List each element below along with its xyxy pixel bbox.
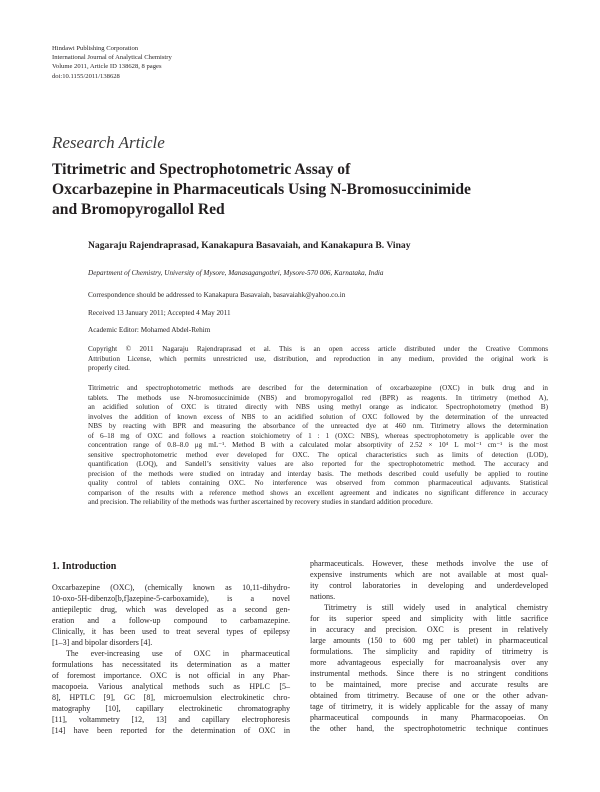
correspondence: Correspondence should be addressed to Kanakapura Basavaiah, basavaiahk@yahoo.co.in bbox=[88, 291, 346, 299]
body-text-line: pharmaceuticals. However, these methods involve the use of bbox=[310, 559, 548, 568]
journal-name: International Journal of Analytical Chemistry bbox=[52, 54, 172, 62]
copyright-line: Copyright © 2011 Nagaraju Rajendraprasad et al. This is an open access article distributed under the Creative Commons bbox=[88, 345, 548, 353]
journal-header bbox=[52, 44, 172, 81]
abstract-line: sensitive spectrophotometric method ever developed for OXC. The optical characteristics such as limits of detection (LOD), bbox=[88, 450, 548, 459]
body-text-line: large amounts (150 to 600 mg per tablet) in pharmaceutical bbox=[310, 636, 548, 645]
left-column bbox=[52, 582, 290, 736]
copyright-notice bbox=[88, 345, 548, 374]
body-text-line: the other hand, the spectrophotometric technique continues bbox=[310, 724, 548, 733]
body-text-line: in accuracy and precision. OXC is present in relatively bbox=[310, 625, 548, 634]
body-text-line: The ever-increasing use of OXC in pharmaceutical bbox=[66, 649, 290, 658]
title-line: and Bromopyrogallol Red bbox=[52, 201, 225, 218]
right-column bbox=[310, 558, 548, 734]
abstract-line: NBS by reacting with BPR and measuring the absorbance of the unreacted dye at 460 nm. Titrimetry allows the determination bbox=[88, 422, 548, 430]
body-text-line: formulations has necessitated its determination as a matter bbox=[52, 660, 290, 669]
abstract-line: and precision. The reliability of the methods was further ascertained by recovery studies in standard addition procedure. bbox=[88, 498, 433, 506]
body-text-line: 8], HPTLC [9], GC [8], microemulsion electrokinetic chro- bbox=[52, 693, 290, 702]
body-text-line: Titrimetry is still widely used in analytical chemistry bbox=[324, 603, 548, 612]
body-text-line: Oxcarbazepine (OXC), (chemically known as 10,11-dihydro- bbox=[52, 583, 290, 592]
body-text-line: more advantageous especially for macroanalysis over any bbox=[310, 658, 548, 667]
body-text-line: ity control laboratories in developing and underdeveloped bbox=[310, 581, 548, 590]
copyright-line: Attribution License, which permits unrestricted use, distribution, and reproduction in any medium, provided the original work is bbox=[88, 354, 548, 363]
body-text-line: expensive instruments which are not available at most qual- bbox=[310, 570, 548, 579]
abstract-line: tablets. The methods use N-bromosuccinimide (NBS) and bromopyrogallol red (BPR) as reagents. In titrimetry (method A), bbox=[88, 393, 548, 402]
paper-title bbox=[52, 160, 572, 220]
abstract-line: quality control of tablets containing OXC. No interference was observed from common pharmaceutical adjuvants. Statistical bbox=[88, 479, 548, 487]
volume-info: Volume 2011, Article ID 138628, 8 pages bbox=[52, 63, 162, 71]
abstract-line: comparison of the results with a reference method shows an excellent agreement and indicates no significant difference in accuracy bbox=[88, 488, 548, 497]
body-text-line: Clinically, it has been used to treat several types of epilepsy bbox=[52, 627, 290, 636]
body-text-line: eration and a follow-up compound to carbamazepine. bbox=[52, 616, 290, 625]
abstract-line: precision of the methods were studied on intraday and interday basis. The methods described could usefully be applied to routine bbox=[88, 469, 548, 478]
body-text-line: nations. bbox=[310, 592, 336, 601]
body-text-line: 10-oxo-5H-dibenzo[b,f]azepine-5-carboxamide), is a novel bbox=[52, 594, 290, 603]
body-text-line: [1–3] and bipolar disorders [4]. bbox=[52, 638, 153, 647]
doi[interactable]: doi:10.1155/2011/138628 bbox=[52, 72, 120, 80]
abstract-line: quantification (LOQ), and Sandell’s sensitivity values are also reported for the spectrophotometric method. The accuracy and bbox=[88, 460, 548, 468]
abstract-line: an acidified solution of OXC is titrated directly with NBS using methyl orange as indicator. Spectrophotometry (method B) bbox=[88, 403, 548, 411]
body-text-line: obtained from titrimetry. Because of one or the other advan- bbox=[310, 691, 548, 700]
body-text-line: of foremost importance. OXC is not official in any Phar- bbox=[52, 671, 290, 680]
publisher-name: Hindawi Publishing Corporation bbox=[52, 45, 139, 52]
body-text-line: to be maintained, more precise and accurate results are bbox=[310, 680, 548, 689]
section-heading-introduction: 1. Introduction bbox=[52, 561, 117, 572]
affiliation: Department of Chemistry, University of Mysore, Manasagangothri, Mysore-570 006, Karnataka, India bbox=[88, 269, 384, 277]
body-text-line: pharmaceutical compounds in many Pharmacopoeias. On bbox=[310, 713, 548, 722]
abstract bbox=[88, 384, 548, 508]
body-text-line: instrumental methods. Since there is no stringent conditions bbox=[310, 669, 548, 678]
body-text-line: matography [10], capillary electrokinetic chromatography bbox=[52, 704, 290, 713]
abstract-line: Titrimetric and spectrophotometric methods are described for the determination of oxcarbazepine (OXC) in bulk drug and in bbox=[88, 384, 548, 392]
body-text-line: formulations. The simplicity and rapidity of titrimetry is bbox=[310, 647, 548, 656]
body-text-line: antiepileptic drug, which was developed as a second gen- bbox=[52, 605, 290, 614]
author-list: Nagaraju Rajendraprasad, Kanakapura Basavaiah, and Kanakapura B. Vinay bbox=[88, 240, 411, 251]
title-line: Titrimetric and Spectrophotometric Assay of bbox=[52, 161, 351, 178]
body-text-line: [11], voltammetry [12, 13] and capillary electrophoresis bbox=[52, 715, 290, 724]
body-text-line: for its superior speed and simplicity with little sacrifice bbox=[310, 614, 548, 623]
body-text-line: tage of titrimetry, it is widely applicable for the assay of many bbox=[310, 702, 548, 711]
body-text-line: [14] have been reported for the determination of OXC in bbox=[52, 726, 290, 735]
title-line: Oxcarbazepine in Pharmaceuticals Using N-Bromosuccinimide bbox=[52, 181, 471, 198]
abstract-line: involves the addition of known excess of NBS to an acidified solution of OXC followed by the determination of the unreacted bbox=[88, 412, 548, 421]
received-dates: Received 13 January 2011; Accepted 4 May 2011 bbox=[88, 309, 231, 317]
academic-editor: Academic Editor: Mohamed Abdel-Rehim bbox=[88, 326, 211, 334]
abstract-line: of 6–18 mg of OXC and follows a reaction stoichiometry of 1 : 1 (OXC: NBS), whereas spectrophotometry is applicable over the bbox=[88, 431, 548, 440]
copyright-line: properly cited. bbox=[88, 364, 130, 372]
article-type: Research Article bbox=[52, 133, 165, 152]
body-text-line: macopoeia. Various analytical methods such as HPLC [5– bbox=[52, 682, 290, 691]
abstract-line: concentration range of 0.8–8.0 μg mL⁻¹. Method B with a calculated molar absorptivity of 2.52 × 10⁴ L mol⁻¹ cm⁻¹ is the most bbox=[88, 441, 548, 449]
